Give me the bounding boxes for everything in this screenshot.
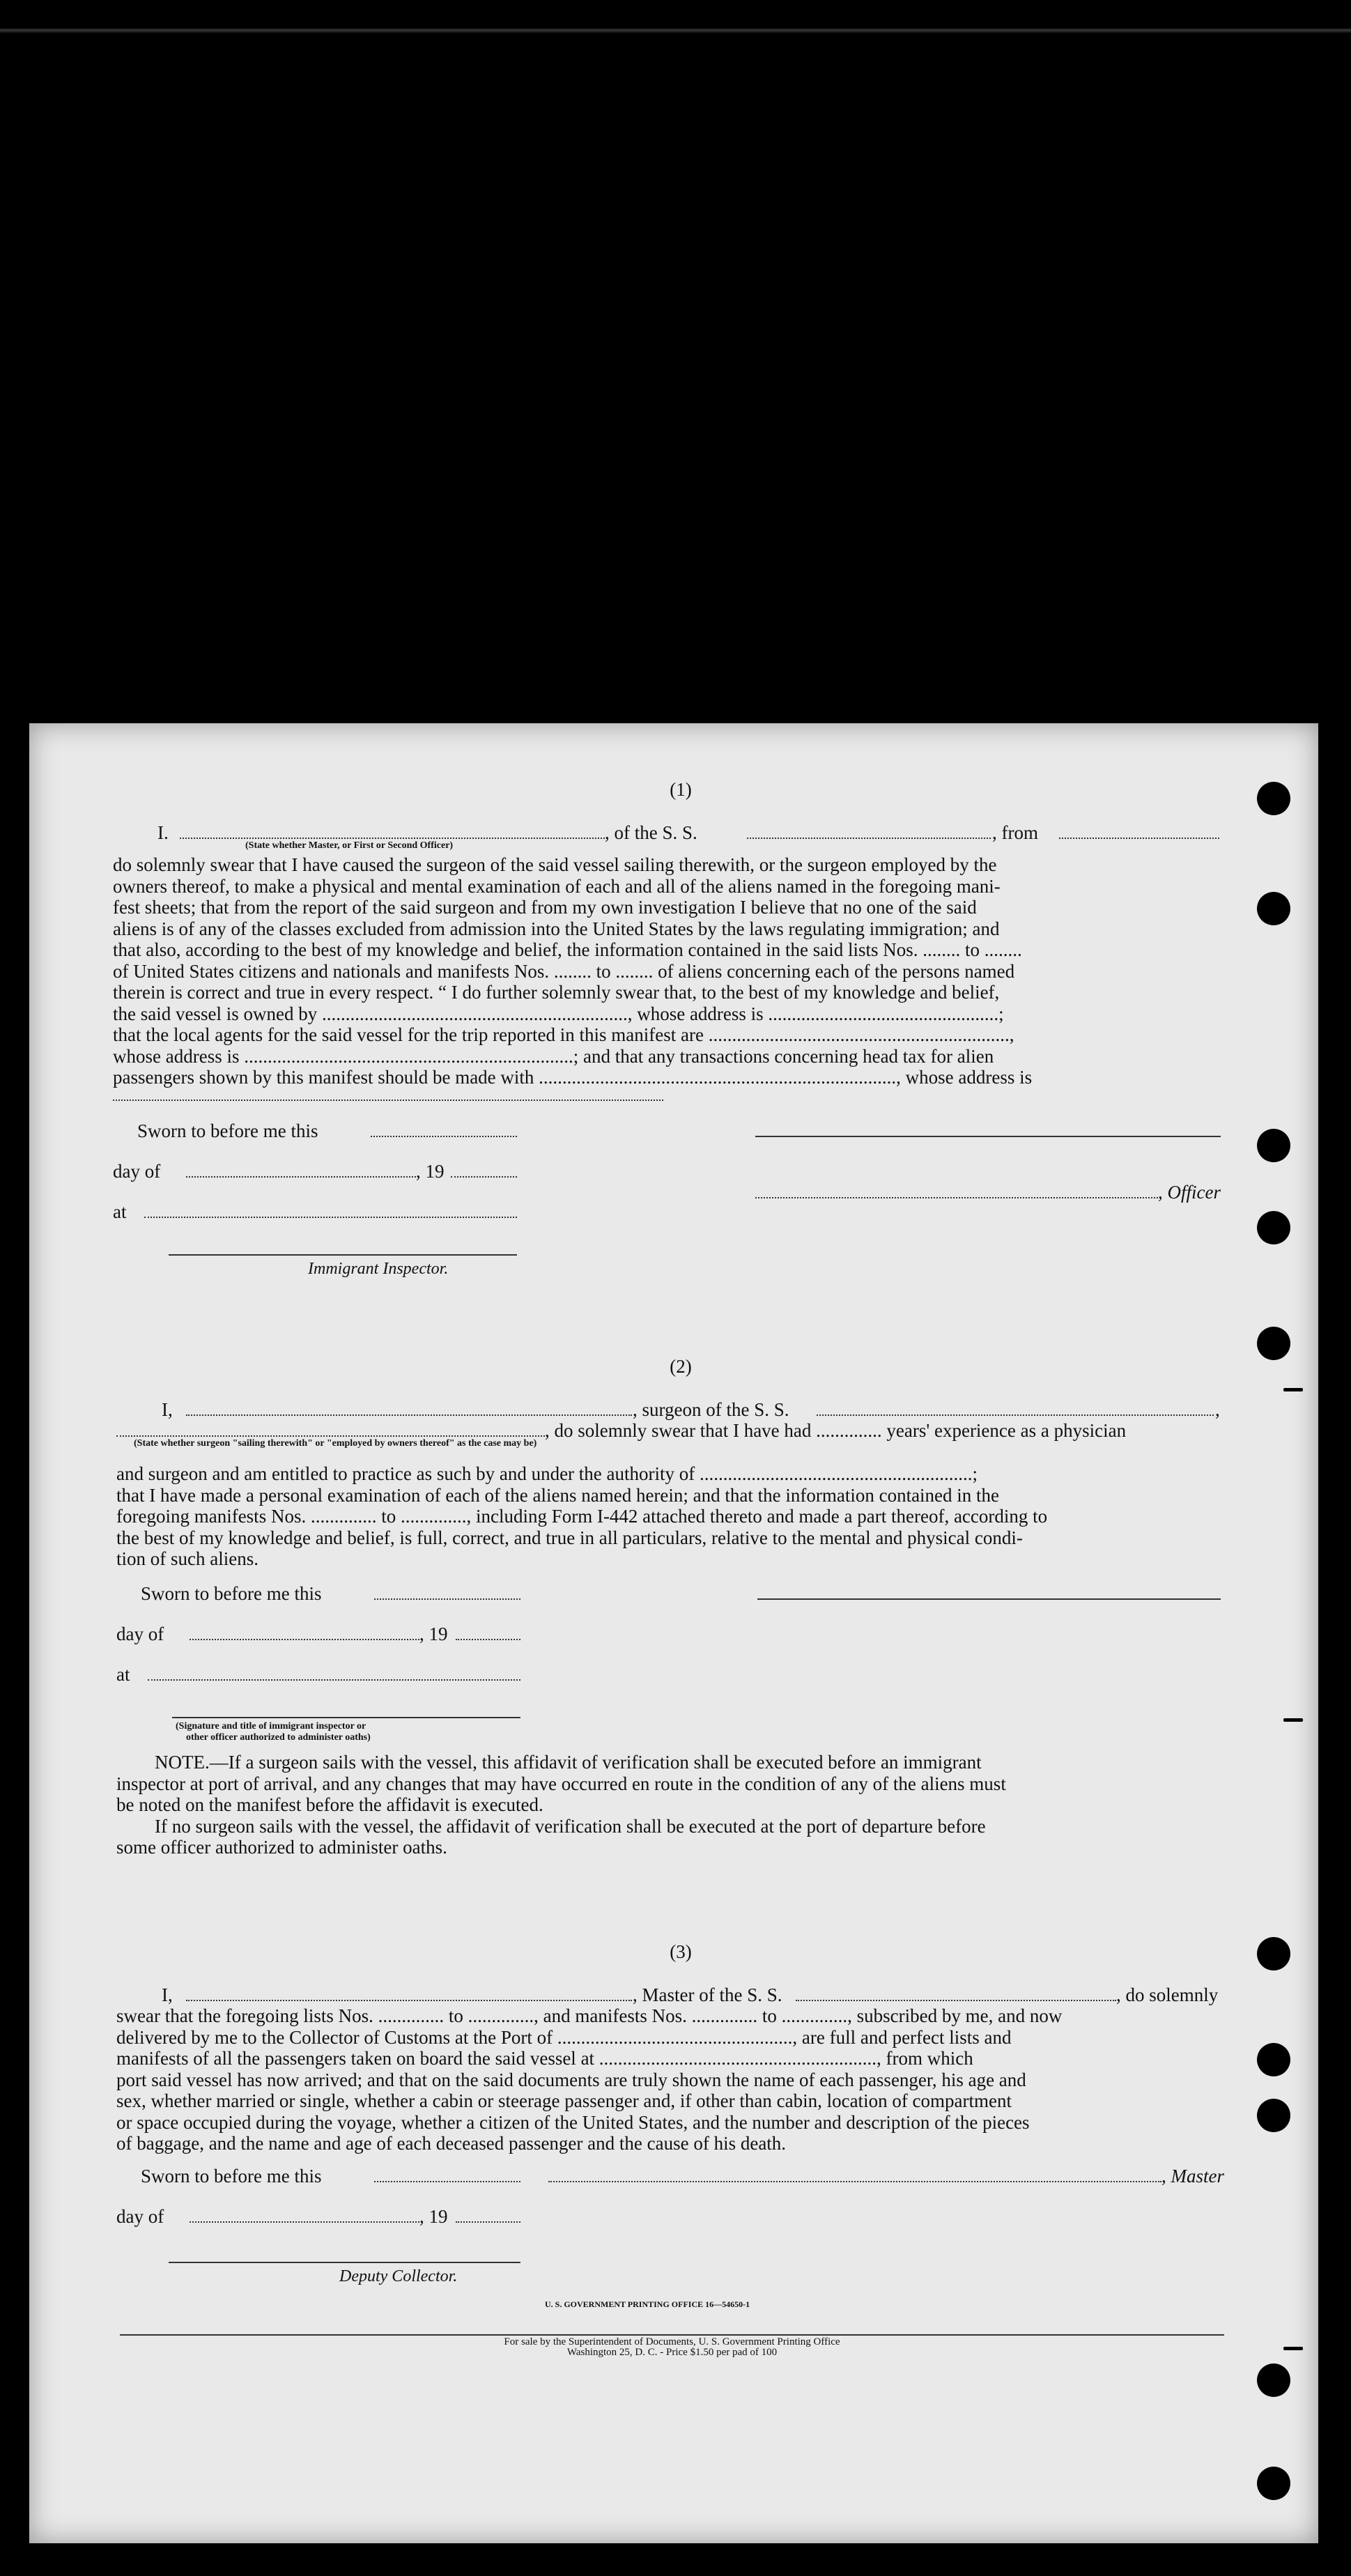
- section-2-number: (2): [670, 1356, 692, 1377]
- body-line: of United States citizens and nationals and manifests Nos. ........ to ........ of aliens concerning each of the persons named: [113, 960, 1015, 982]
- body-line: swear that the foregoing lists Nos. .............. to .............., and manifests Nos. .............. to .............., subscribed by me, and now: [116, 2005, 1063, 2026]
- section-2-body: [116, 1463, 1224, 1570]
- body-line: fest sheets; that from the report of the said surgeon and from my own investigation I believe that no one of the said: [113, 897, 977, 918]
- sworn-label: Sworn to before me this: [141, 1583, 322, 1604]
- section-3-body: [116, 2005, 1226, 2154]
- body-line: the best of my knowledge and belief, is full, correct, and true in all particulars, relative to the mental and physical condi-: [116, 1527, 1023, 1548]
- at-field[interactable]: [144, 1217, 517, 1218]
- section-1-I: I.: [157, 822, 169, 843]
- officer-field[interactable]: [180, 838, 605, 839]
- body-line: delivered by me to the Collector of Customs at the Port of .................................................., are full and perfect lists and: [116, 2026, 1012, 2048]
- master-of-ss-label: , Master of the S. S.: [633, 1984, 782, 2005]
- surgeon-vessel-field[interactable]: [817, 1414, 1214, 1416]
- signature-note: (Signature and title of immigrant inspector or: [176, 1721, 366, 1732]
- section-1-body: [113, 854, 1222, 1088]
- note-line: If no surgeon sails with the vessel, the affidavit of verification shall be executed at the port of departure before: [155, 1815, 986, 1837]
- body-line: foregoing manifests Nos. .............. to .............., including Form I-442 attached thereto and made a part thereof, according to: [116, 1506, 1048, 1527]
- note-line: NOTE.—If a surgeon sails with the vessel, this affidavit of verification shall be executed before an immigrant: [155, 1752, 982, 1773]
- sworn-label: Sworn to before me this: [137, 1120, 318, 1141]
- inspector-signature-line[interactable]: [172, 1717, 520, 1718]
- master-signature-field[interactable]: [548, 2181, 1161, 2182]
- collector-label: Deputy Collector.: [339, 2267, 458, 2285]
- body-line: port said vessel has now arrived; and that on the said documents are truly shown the name of each passenger, his age and: [116, 2069, 1026, 2090]
- day-of-label: day of: [116, 1624, 164, 1644]
- note-line: be noted on the manifest before the affidavit is executed.: [116, 1794, 543, 1815]
- from-field[interactable]: [1059, 838, 1219, 839]
- printing-office-imprint: U. S. GOVERNMENT PRINTING OFFICE 16—54650-1: [545, 2299, 750, 2309]
- body-line: that also, according to the best of my knowledge and belief, the information contained in the said lists Nos. ........ to ........: [113, 939, 1022, 960]
- body-line: of baggage, and the name and age of each deceased passenger and the cause of his death.: [116, 2133, 787, 2154]
- section-3-I: I,: [162, 1984, 173, 2005]
- surgeon-name-field[interactable]: [186, 1414, 632, 1416]
- punch-hole-icon: [1257, 2043, 1290, 2076]
- at-label: at: [116, 1664, 130, 1685]
- section-2-I: I,: [162, 1399, 173, 1420]
- master-label: , Master: [1161, 2166, 1224, 2186]
- year-field[interactable]: [456, 2221, 520, 2223]
- section-1-number: (1): [670, 779, 692, 800]
- inspector-label: Immigrant Inspector.: [308, 1260, 449, 1278]
- day-of-field[interactable]: [186, 1176, 416, 1178]
- punch-hole-icon: [1257, 2467, 1290, 2500]
- body-line: do solemnly swear that I have caused the surgeon of the said vessel sailing therewith, or the surgeon employed by the: [113, 854, 997, 875]
- sworn-date-field[interactable]: [374, 1598, 520, 1600]
- body-line: or space occupied during the voyage, whether a citizen of the United States, and the number and description of the pieces: [116, 2111, 1030, 2133]
- year-label: , 19: [416, 1161, 445, 1182]
- body-line: the said vessel is owned by ................................................................., whose address is .................................................;: [113, 1003, 1004, 1024]
- day-of-label: day of: [116, 2206, 164, 2227]
- body-line: that I have made a personal examination of each of the aliens named herein; and that the information contained in the: [116, 1484, 1000, 1506]
- year-label: , 19: [419, 2206, 448, 2227]
- body-line: aliens is of any of the classes excluded from admission into the United States by the laws regulating immigration; and: [113, 918, 1000, 939]
- day-of-label: day of: [113, 1161, 161, 1182]
- note-line: some officer authorized to administer oaths.: [116, 1837, 447, 1858]
- body-line: tion of such aliens.: [116, 1548, 258, 1569]
- do-solemnly-label: , do solemnly: [1116, 1984, 1219, 2005]
- officer-signature-field[interactable]: [755, 1197, 1158, 1198]
- from-label: , from: [992, 822, 1038, 843]
- body-line: that the local agents for the said vessel for the trip reported in this manifest are ................................................................,: [113, 1024, 1014, 1045]
- inspector-signature-line[interactable]: [169, 1254, 517, 1256]
- year-field[interactable]: [451, 1176, 517, 1178]
- punch-hole-icon: [1257, 1211, 1290, 1244]
- punch-hole-icon: [1257, 1129, 1290, 1162]
- punch-hole-icon: [1257, 1327, 1290, 1360]
- officer-label: , Officer: [1158, 1182, 1221, 1203]
- experience-text: , do solemnly swear that I have had .............. years' experience as a physician: [545, 1420, 1127, 1441]
- footer-rule: [120, 2334, 1224, 2336]
- punch-hole-icon: [1257, 2099, 1290, 2132]
- master-name-field[interactable]: [186, 2000, 632, 2001]
- vessel-field[interactable]: [747, 838, 991, 839]
- film-mark: [1283, 1718, 1303, 1722]
- sale-notice: For sale by the Superintendent of Documents, U. S. Government Printing Office: [504, 2336, 840, 2347]
- of-the-ss-label: , of the S. S.: [605, 822, 697, 843]
- sworn-date-field[interactable]: [371, 1136, 517, 1137]
- year-field[interactable]: [456, 1639, 520, 1640]
- film-mark: [1283, 1388, 1303, 1391]
- body-line: sex, whether married or single, whether a cabin or steerage passenger and, if other than cabin, location of compartment: [116, 2090, 1012, 2111]
- body-line: and surgeon and am entitled to practice as such by and under the authority of ..........................................................;: [116, 1463, 978, 1484]
- comma: ,: [1215, 1399, 1220, 1420]
- manifest-page: [29, 723, 1318, 2543]
- surgeon-note-paragraph: [116, 1752, 1224, 1858]
- year-label: , 19: [419, 1624, 448, 1644]
- address-field[interactable]: [113, 1100, 663, 1101]
- body-line: therein is correct and true in every respect. “ I do further solemnly swear that, to the best of my knowledge and belief,: [113, 982, 1000, 1003]
- at-label: at: [113, 1201, 127, 1222]
- punch-hole-icon: [1257, 2363, 1290, 2397]
- punch-hole-icon: [1257, 892, 1290, 925]
- master-vessel-field[interactable]: [796, 2000, 1116, 2001]
- body-line: passengers shown by this manifest should be made with ............................................................................, whose address is: [113, 1067, 1033, 1088]
- body-line: manifests of all the passengers taken on board the said vessel at ..........................................................., from which: [116, 2048, 973, 2069]
- film-edge: [0, 28, 1351, 33]
- film-mark: [1283, 2347, 1303, 2350]
- signature-line[interactable]: [755, 1136, 1221, 1137]
- signature-line[interactable]: [757, 1598, 1221, 1600]
- collector-signature-line[interactable]: [169, 2262, 520, 2263]
- day-of-field[interactable]: [190, 2221, 419, 2223]
- day-of-field[interactable]: [190, 1639, 419, 1640]
- officer-note: (State whether Master, or First or Second Officer): [245, 840, 454, 851]
- sworn-date-field[interactable]: [374, 2181, 520, 2182]
- sale-notice: Washington 25, D. C. - Price $1.50 per pad of 100: [566, 2347, 778, 2358]
- body-line: owners thereof, to make a physical and mental examination of each and all of the aliens named in the foregoing mani-: [113, 875, 1001, 897]
- body-line: whose address is ......................................................................; and that any transactions concerning head tax for alien: [113, 1045, 994, 1067]
- surgeon-note: (State whether surgeon "sailing therewith" or "employed by owners thereof" as the case may be): [134, 1438, 537, 1449]
- sworn-label: Sworn to before me this: [141, 2166, 322, 2186]
- section-3-number: (3): [670, 1941, 692, 1962]
- surgeon-status-field[interactable]: [116, 1435, 545, 1437]
- note-line: inspector at port of arrival, and any changes that may have occurred en route in the condition of any of the aliens must: [116, 1773, 1006, 1794]
- signature-note: other officer authorized to administer oaths): [186, 1732, 371, 1743]
- surgeon-of-ss-label: , surgeon of the S. S.: [633, 1399, 789, 1420]
- at-field[interactable]: [148, 1679, 520, 1681]
